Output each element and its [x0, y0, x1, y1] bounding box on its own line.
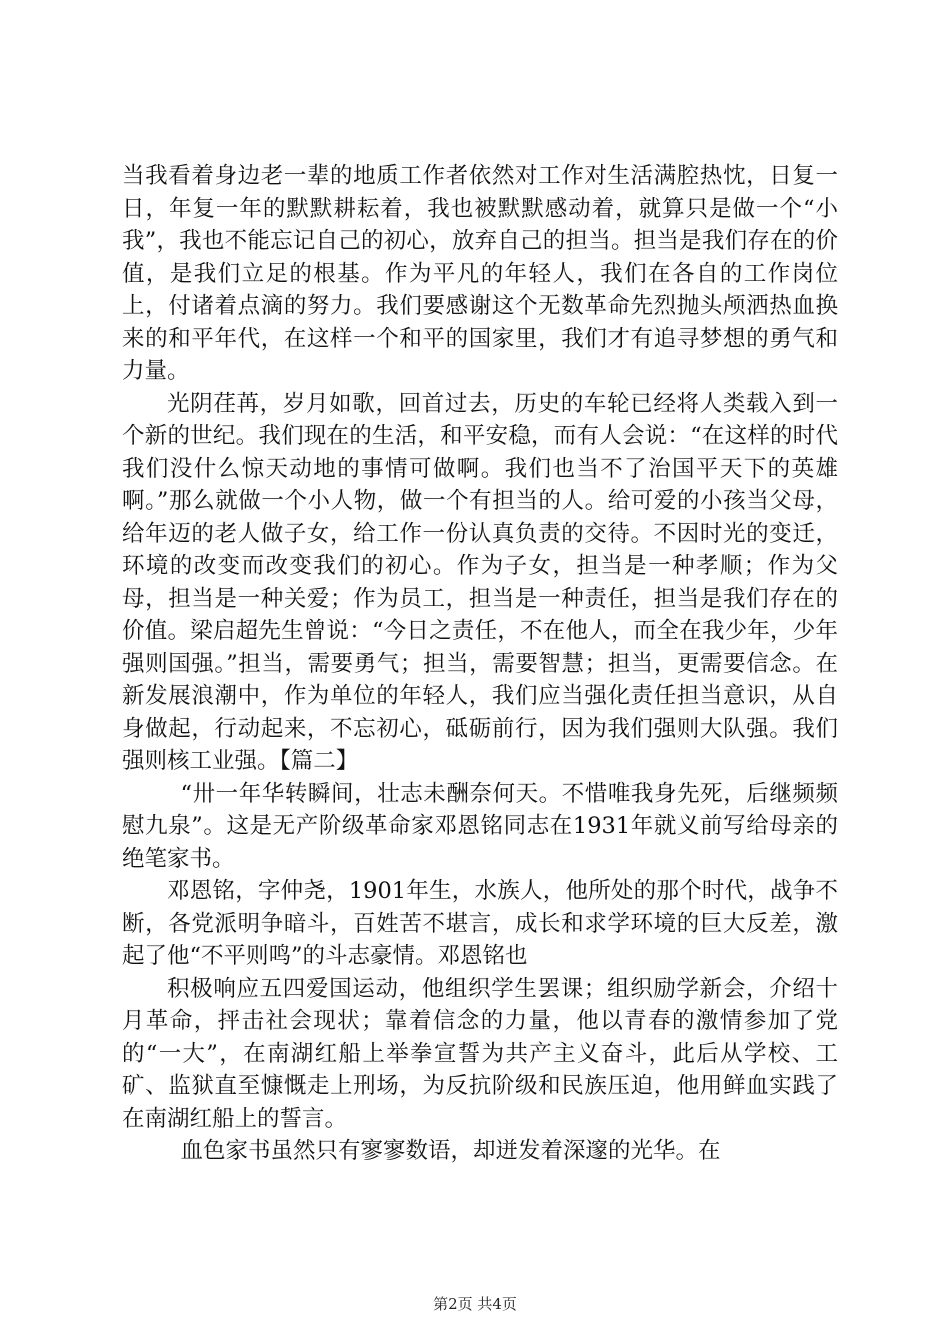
paragraph-5: 积极响应五四爱国运动，他组织学生罢课；组织励学新会，介绍十月革命，抨击社会现状；靠着信念的力量，他以青春的激情参加了党的“一大”，在南湖红船上举拳宣誓为共产主义奋斗，此后从学校、工矿、监狱直至慷慨走上刑场，为反抗阶级和民族压迫，他用鲜血实践了在南湖红船上的誓言。	[122, 975, 838, 1132]
paragraph-4: 邓恩铭，字仲尧，1901年生，水族人，他所处的那个时代，战争不断，各党派明争暗斗，百姓苦不堪言，成长和求学环境的巨大反差，激起了他“不平则鸣”的斗志豪情。邓恩铭也	[122, 878, 838, 969]
page-footer: 第2页 共4页	[433, 1295, 517, 1313]
document-body	[122, 160, 838, 1168]
paragraph-2: 光阴荏苒，岁月如歌，回首过去，历史的车轮已经将人类载入到一个新的世纪。我们现在的生活，和平安稳，而有人会说：“在这样的时代我们没什么惊天动地的事情可做啊。我们也当不了治国平天下的英雄啊。”那么就做一个小人物，做一个有担当的人。给可爱的小孩当父母，给年迈的老人做子女，给工作一份认真负责的交待。不因时光的变迁，环境的改变而改变我们的初心。作为子女，担当是一种孝顺；作为父母，担当是一种关爱；作为员工，担当是一种责任，担当是我们存在的价值。梁启超先生曾说：“今日之责任，不在他人，而全在我少年，少年强则国强。”担当，需要勇气；担当，需要智慧；担当，更需要信念。在新发展浪潮中，作为单位的年轻人，我们应当强化责任担当意识，从自身做起，行动起来，不忘初心，砥砺前行，因为我们强则大队强。我们强则核工业强。【篇二】	[122, 390, 838, 774]
paragraph-3: “卅一年华转瞬间，壮志未酬奈何天。不惜唯我身先死，后继频频慰九泉”。这是无产阶级革命家邓恩铭同志在1931年就义前写给母亲的绝笔家书。	[122, 780, 838, 872]
paragraph-1: 当我看着身边老一辈的地质工作者依然对工作对生活满腔热忱，日复一日，年复一年的默默耕耘着，我也被默默感动着，就算只是做一个“小我”，我也不能忘记自己的初心，放弃自己的担当。担当是我们存在的价值，是我们立足的根基。作为平凡的年轻人，我们在各自的工作岗位上，付诸着点滴的努力。我们要感谢这个无数革命先烈抛头颅洒热血换来的和平年代，在这样一个和平的国家里，我们才有追寻梦想的勇气和力量。	[122, 163, 838, 384]
paragraph-6: 血色家书虽然只有寥寥数语，却迸发着深邃的光华。在	[180, 1138, 721, 1164]
